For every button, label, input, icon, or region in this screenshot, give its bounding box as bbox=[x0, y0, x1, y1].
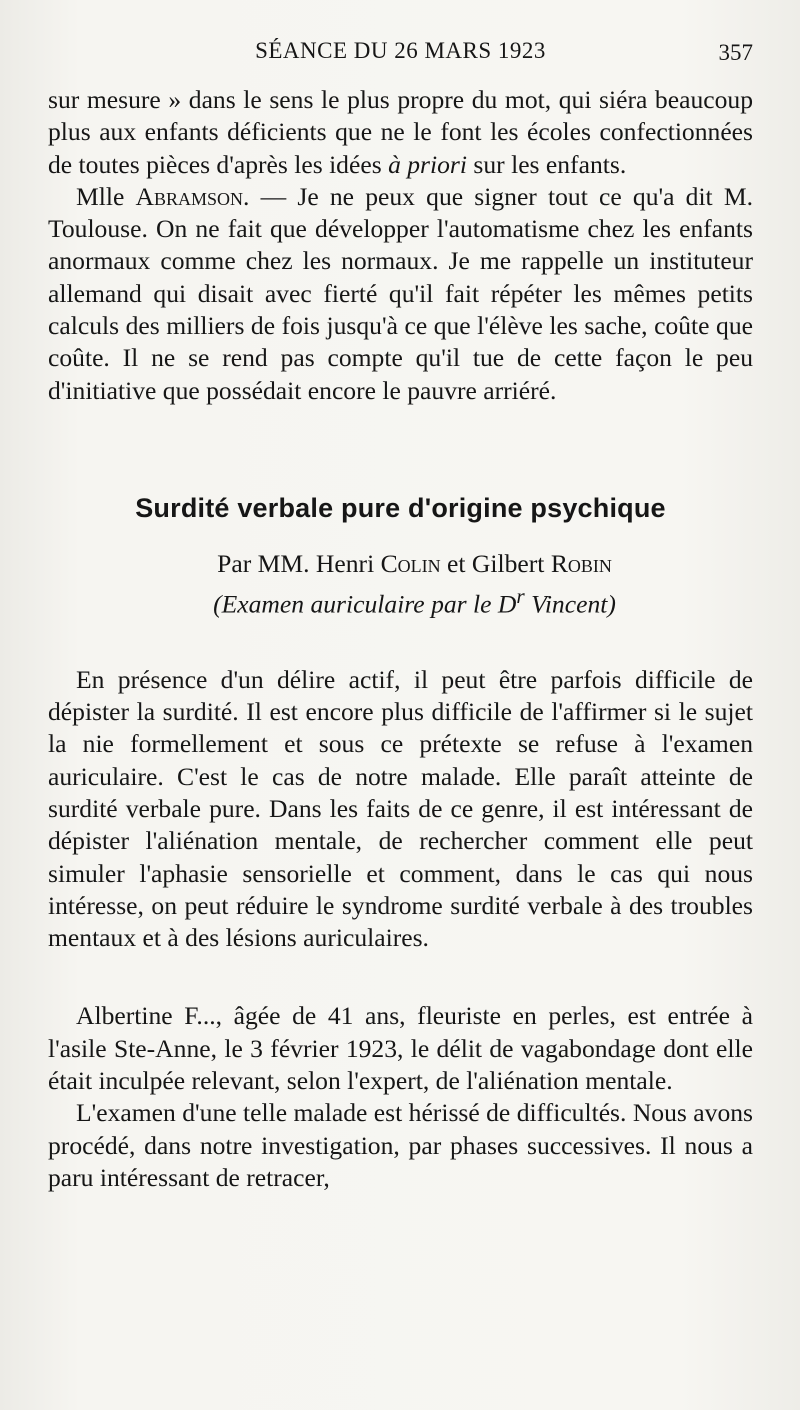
speaker-name: Abramson. bbox=[135, 181, 250, 211]
exam-note-text: Vincent) bbox=[524, 589, 616, 619]
author-surname: Colin bbox=[380, 548, 441, 578]
exam-note-superscript: r bbox=[516, 583, 525, 608]
page-number: 357 bbox=[718, 40, 753, 65]
running-head: SÉANCE DU 26 MARS 1923 bbox=[255, 38, 546, 63]
paragraph-text: — Je ne peux que signer tout ce qu'a dit M. Toulouse. On ne fait que développer l'automatisme chez les enfants anormaux comme chez les normaux. Je me rappelle un instituteur allemand qui disait avec fierté qu'il fait répéter les mêmes petits calculs des milliers de fois jusqu'à ce que l'élève les sache, coûte que coûte. Il ne se rend pas compte qu'il tue de cette façon le peu d'initiative que possédait encore le pauvre arriéré. bbox=[48, 181, 753, 405]
exam-note-text: (Examen auriculaire par le D bbox=[213, 589, 517, 619]
byline-text: et Gilbert bbox=[440, 548, 551, 578]
paragraph-case: Albertine F..., âgée de 41 ans, fleuriste en perles, est entrée à l'asile Ste-Anne, le 3 février 1923, le délit de vagabondage dont elle était inculpée relevant, selon l'expert, de l'aliénation mentale. bbox=[48, 1001, 753, 1096]
speaker-title: Mlle bbox=[76, 181, 136, 211]
page-header bbox=[48, 38, 753, 70]
paragraph-intro: En présence d'un délire actif, il peut être parfois difficile de dépister la surdité. Il est encore plus difficile de l'affirmer si le sujet la nie formellement et sous ce prétexte se refuse à l'examen auriculaire. C'est le cas de notre malade. Elle paraît atteinte de surdité verbale pure. Dans les faits de ce genre, il est intéressant de dépister l'aliénation mentale, de rechercher comment elle peut simuler l'aphasie sensorielle et comment, dans le cas qui nous intéresse, on peut réduire le syndrome surdité verbale à des troubles mentaux et à des lésions auriculaires. bbox=[48, 664, 753, 953]
exam-note bbox=[48, 580, 753, 621]
paragraph-text: sur mesure » dans le sens le plus propre du mot, qui siéra beaucoup plus aux enfants déficients que ne le font les écoles confectionnées de toutes pièces d'après les idées bbox=[48, 85, 753, 179]
italic-term: à priori bbox=[388, 149, 467, 179]
paragraph-text-end: sur les enfants. bbox=[467, 149, 627, 179]
article-byline bbox=[48, 548, 753, 580]
paragraph-continued bbox=[48, 84, 753, 181]
article-title: Surdité verbale pure d'origine psychique bbox=[135, 492, 666, 523]
author-surname: Robin bbox=[550, 548, 612, 578]
byline-text: Par MM. Henri bbox=[217, 548, 381, 578]
paragraph-abramson bbox=[48, 181, 753, 407]
paragraph-exam: L'examen d'une telle malade est hérissé de difficultés. Nous avons procédé, dans notre investigation, par phases successives. Il nous a paru intéressant de retracer, bbox=[48, 1098, 753, 1192]
page-body bbox=[48, 84, 753, 1194]
